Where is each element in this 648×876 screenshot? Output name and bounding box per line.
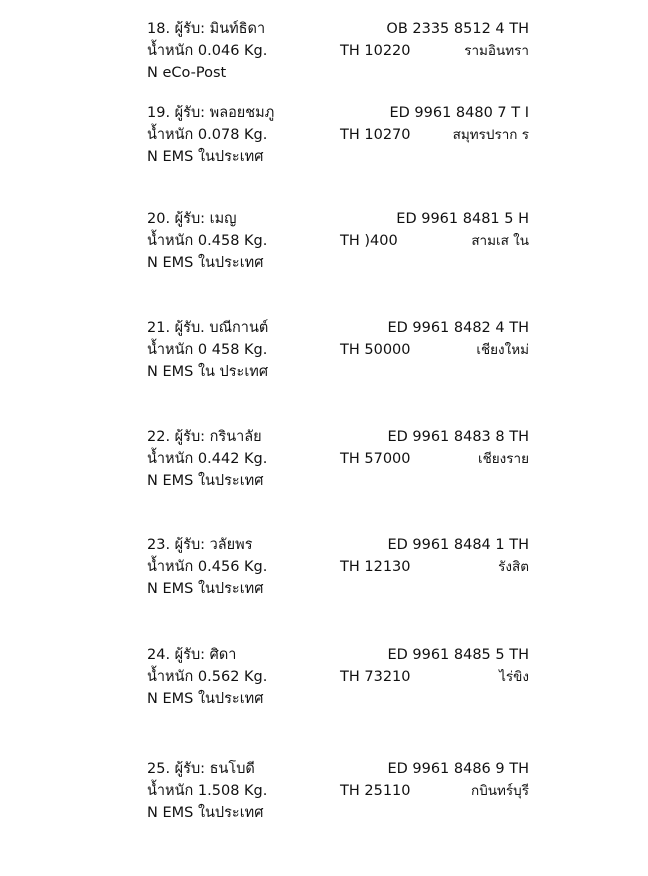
shipment-entry-20 [147,209,537,279]
weight-line: น้ำหนัก 0.442 Kg. [147,451,268,467]
service-line: N EMS ในประเทศ [147,255,264,271]
tracking-number: ED 9961 8485 5 TH [387,647,529,663]
recipient-line: 25. ผู้รับ: ธนโบดี [147,761,255,777]
recipient-line: 23. ผู้รับ: วลัยพร [147,537,253,553]
service-line: N eCo-Post [147,65,227,81]
shipment-entry-21 [147,318,537,388]
shipment-entry-24 [147,645,537,715]
recipient-line: 19. ผู้รับ: พลอยชมภู [147,105,275,121]
shipment-entry-23 [147,535,537,605]
postal-code: TH 57000 [340,451,411,467]
district-name: ไร่ขิง [499,669,529,685]
tracking-number: ED 9961 8481 5 H [396,211,529,227]
weight-line: น้ำหนัก 0.078 Kg. [147,127,268,143]
district-name: เชียงราย [477,451,529,467]
district-name: สมุทรปราก ร [452,127,529,143]
recipient-line: 21. ผู้รับ. บณีกานต์ [147,320,269,336]
shipment-entry-18 [147,19,537,89]
district-name: สามเส ใน [471,233,529,249]
tracking-number: OB 2335 8512 4 TH [386,21,529,37]
service-line: N EMS ในประเทศ [147,691,264,707]
district-name: เชียงใหม่ [476,342,529,358]
district-name: รามอินทรา [464,43,529,59]
weight-line: น้ำหนัก 0.456 Kg. [147,559,268,575]
service-line: N EMS ในประเทศ [147,805,264,821]
postal-code: TH )400 [340,233,398,249]
district-name: กบินทร์บุรี [471,783,529,799]
tracking-number: ED 9961 8480 7 T I [389,105,529,121]
postal-code: TH 73210 [340,669,411,685]
recipient-line: 18. ผู้รับ: มินท์ธิดา [147,21,266,37]
service-line: N EMS ในประเทศ [147,473,264,489]
service-line: N EMS ใน ประเทศ [147,364,269,380]
weight-line: น้ำหนัก 0.046 Kg. [147,43,268,59]
service-line: N EMS ในประเทศ [147,149,264,165]
shipment-entry-19 [147,103,537,173]
tracking-number: ED 9961 8486 9 TH [387,761,529,777]
postal-code: TH 10220 [340,43,411,59]
weight-line: น้ำหนัก 0.562 Kg. [147,669,268,685]
postal-code: TH 50000 [340,342,411,358]
postal-code: TH 12130 [340,559,411,575]
district-name: รังสิต [498,559,529,575]
tracking-number: ED 9961 8483 8 TH [387,429,529,445]
weight-line: น้ำหนัก 1.508 Kg. [147,783,268,799]
recipient-line: 20. ผู้รับ: เมญ [147,211,237,227]
recipient-line: 22. ผู้รับ: กรินาลัย [147,429,262,445]
shipment-entry-22 [147,427,537,497]
tracking-number: ED 9961 8482 4 TH [387,320,529,336]
weight-line: น้ำหนัก 0 458 Kg. [147,342,268,358]
weight-line: น้ำหนัก 0.458 Kg. [147,233,268,249]
service-line: N EMS ในประเทศ [147,581,264,597]
postal-code: TH 10270 [340,127,411,143]
recipient-line: 24. ผู้รับ: ศิดา [147,647,237,663]
postal-code: TH 25110 [340,783,411,799]
shipment-entry-25 [147,759,537,829]
tracking-number: ED 9961 8484 1 TH [387,537,529,553]
